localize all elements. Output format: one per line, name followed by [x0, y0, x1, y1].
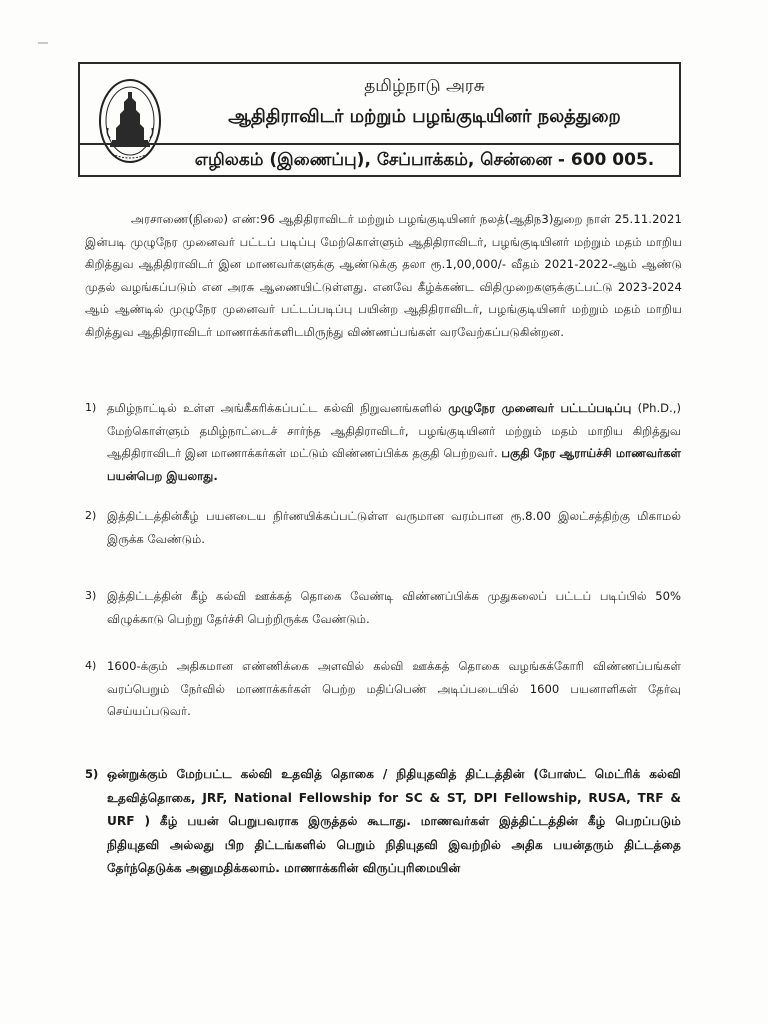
letterhead [78, 62, 681, 177]
item-text: இத்திட்டத்தின்கீழ் பயனடைய நிர்ணயிக்கப்பட்டுள்ள வருமான வரம்பான ரூ.8.00 இலட்சத்திற்கு மிகாமல் இருக்க வேண்டும். [107, 509, 681, 546]
item-number: 2) [85, 509, 97, 522]
item-text: 1600-க்கும் அதிகமான எண்ணிக்கை அளவில் கல்வி ஊக்கத் தொகை வழங்கக்கோரி விண்ணப்பங்கள் வரப்பெறும் நேர்வில் மாணாக்கர்கள் பெற்ற மதிப்பெண் அடிப்படையில் 1600 பயனாளிகள் தேர்வு செய்யப்படுவர். [107, 659, 681, 718]
item-number: 5) [85, 767, 99, 781]
department-name: ஆதிதிராவிடர் மற்றும் பழங்குடியினர் நலத்துறை [228, 106, 621, 127]
government-name: தமிழ்நாடு அரசு [364, 76, 485, 96]
scan-speck [38, 42, 48, 44]
item-text: தமிழ்நாட்டில் உள்ள அங்கீகரிக்கப்பட்ட கல்வி நிறுவனங்களில் முழுநேர முனைவர் பட்டப்படிப்பு (Ph.D.,) மேற்கொள்ளும் தமிழ்நாட்டைச் சார்ந்த ஆதிதிராவிடர், பழங்குடியினர் மற்றும் மதம் மாறிய கிறித்துவ ஆதிதிராவிடர் இன மாணாக்கர்கள் மட்டும் விண்ணப்பிக்க தகுதி பெற்றவர். பகுதி நேர ஆராய்ச்சி மாணவர்கள் பயன்பெற இயலாது. [107, 401, 682, 483]
office-address: எழிலகம் (இணைப்பு), சேப்பாக்கம், சென்னை - 600 005. [194, 150, 655, 170]
item-number: 4) [85, 659, 97, 672]
item-text: இத்திட்டத்தின் கீழ் கல்வி ஊக்கத் தொகை வேண்டி விண்ணப்பிக்க முதுகலைப் பட்டப் படிப்பில் 50% விழுக்காடு பெற்று தேர்ச்சி பெற்றிருக்க வேண்டும். [107, 589, 681, 626]
item-number: 1) [85, 401, 97, 414]
item-text: ஒன்றுக்கும் மேற்பட்ட கல்வி உதவித் தொகை / நிதியுதவித் திட்டத்தின் (போஸ்ட் மெட்ரிக் கல்வி உதவித்தொகை, JRF, National Fellowship for SC & ST, DPI Fellowship, RUSA, TRF & URF ) கீழ் பயன் பெறுபவராக இருத்தல் கூடாது. மாணவர்கள் இத்திட்டத்தின் கீழ் பெறப்படும் நிதியுதவி அல்லது பிற திட்டங்களில் பெறும் நிதியுதவி இவற்றில் அதிக பயன்தரும் திட்டத்தை தேர்ந்தெடுக்க அனுமதிக்கலாம். மாணாக்கரின் விருப்புரிமையின் [107, 767, 681, 875]
item-number: 3) [85, 589, 97, 602]
intro-paragraph: அரசாணை(நிலை) எண்:96 ஆதிதிராவிடர் மற்றும் பழங்குடியினர் நலத்(ஆதிந3)துறை நாள் 25.11.2021 இன்படி முழுநேர முனைவர் பட்டப் படிப்பு மேற்கொள்ளும் ஆதிதிராவிடர், பழங்குடியினர் மற்றும் மதம் மாறிய கிறித்துவ ஆதிதிராவிடர் இன மாணவர்களுக்கு ஆண்டுக்கு தலா ரூ.1,00,000/- வீதம் 2021-2022-ஆம் ஆண்டு முதல் வழங்கப்படும் என அரசு ஆணையிட்டுள்ளது. எனவே கீழ்க்கண்ட விதிமுறைகளுக்குட்பட்டு 2023-2024 ஆம் ஆண்டில் முழுநேர முனைவர் பட்டப்படிப்பு பயின்ற ஆதிதிராவிடர், பழங்குடியினர் மற்றும் மதம் மாறிய கிறித்துவ ஆதிதிராவிடர் மாணாக்கர்களிடமிருந்து விண்ணப்பங்கள் வரவேற்கப்படுகின்றன. [85, 212, 682, 339]
tamil-nadu-emblem-icon [98, 78, 162, 164]
header-divider [80, 143, 679, 145]
